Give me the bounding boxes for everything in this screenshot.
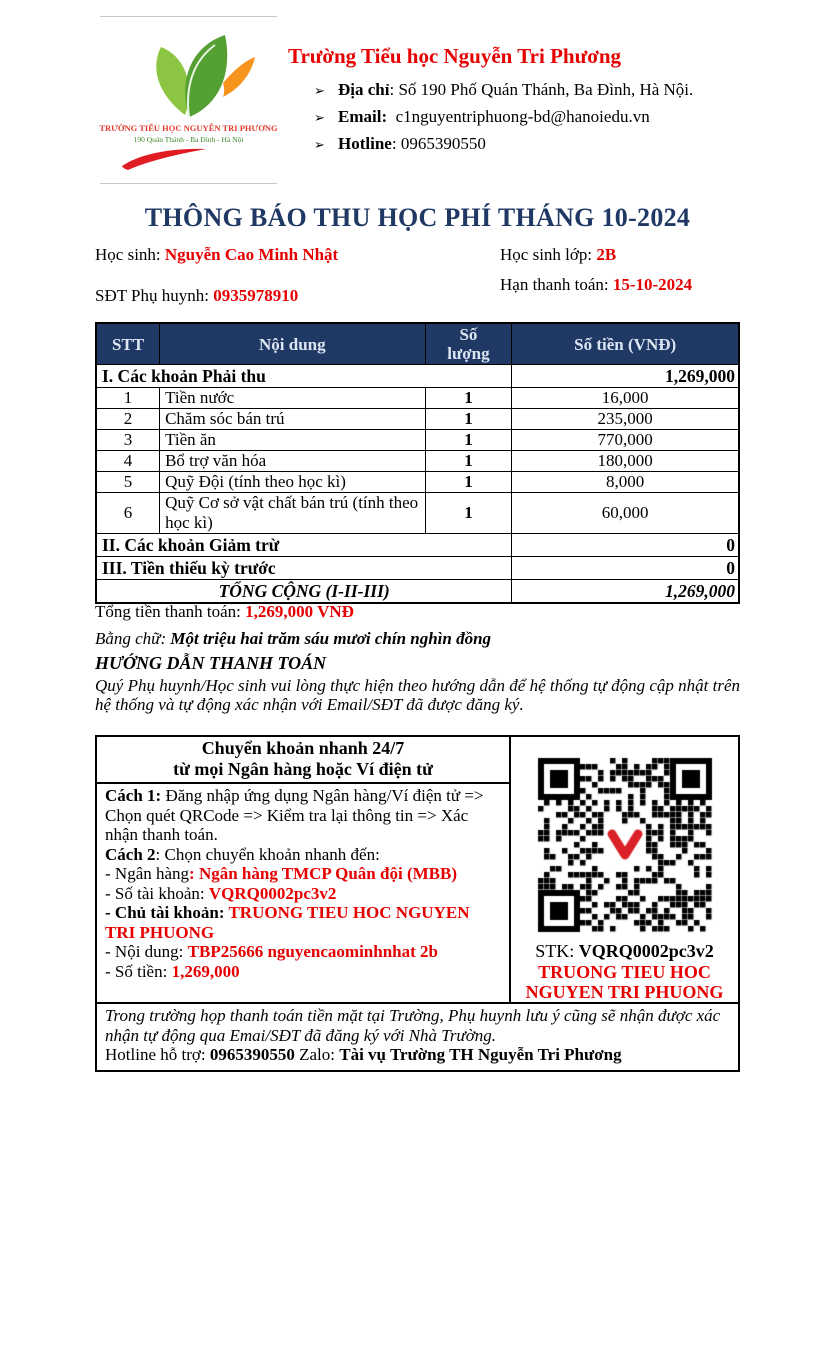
qr-code	[531, 751, 719, 939]
section-label: III. Tiền thiếu kỳ trước	[96, 557, 512, 580]
total-amount: 1,269,000	[512, 580, 739, 604]
zalo-value: Tài vụ Trường TH Nguyễn Tri Phương	[339, 1045, 622, 1064]
row-amount: 235,000	[512, 409, 739, 430]
fee-table-header-row	[96, 323, 739, 365]
parent-phone-value: 0935978910	[213, 286, 299, 305]
memo-value: TBP25666 nguyencaominhnhat 2b	[187, 942, 438, 961]
stk-label: STK:	[535, 941, 579, 961]
payment-note-cell	[97, 1002, 738, 1070]
email-line	[288, 104, 748, 131]
section-amount: 1,269,000	[512, 365, 739, 388]
payment-box-header	[97, 737, 509, 784]
logo-school-name: TRƯỜNG TIỂU HỌC NGUYỄN TRI PHƯƠNG	[99, 123, 278, 133]
table-row	[96, 451, 739, 472]
student-class-line	[500, 245, 616, 265]
due-date-line	[500, 275, 705, 295]
row-stt: 4	[96, 451, 160, 472]
swoosh-icon	[118, 147, 210, 171]
bank-value: : Ngân hàng TMCP Quân đội (MBB)	[189, 864, 457, 883]
email-value: c1nguyentriphuong-bd@hanoiedu.vn	[391, 107, 650, 126]
table-row	[96, 472, 739, 493]
header-contact-block	[288, 44, 748, 158]
amount-in-words-line	[95, 629, 491, 649]
col-header-qty: Số lượng	[425, 323, 512, 365]
row-amount: 180,000	[512, 451, 739, 472]
address-line	[288, 77, 748, 104]
logo-address: 190 Quán Thánh - Ba Đình - Hà Nội	[133, 135, 244, 144]
student-name-value: Nguyễn Cao Minh Nhật	[164, 245, 339, 264]
bullet-arrow-icon: ➢	[314, 83, 325, 98]
row-amount: 770,000	[512, 430, 739, 451]
zalo-label: Zalo:	[294, 1045, 340, 1064]
total-row	[96, 580, 739, 604]
bank-line	[105, 864, 503, 884]
school-name: Trường Tiểu học Nguyễn Tri Phương	[288, 44, 621, 68]
row-name: Tiền nước	[160, 388, 425, 409]
support-hotline-value: 0965390550	[209, 1045, 295, 1064]
payment-instructions-cell	[97, 737, 511, 1002]
school-logo	[100, 16, 277, 184]
method2-paragraph	[105, 845, 503, 865]
section-label: II. Các khoản Giảm trừ	[96, 534, 512, 557]
method2-text: : Chọn chuyển khoản nhanh đến:	[155, 844, 380, 864]
hotline-value: : 0965390550	[391, 134, 486, 153]
row-stt: 3	[96, 430, 160, 451]
row-amount: 8,000	[512, 472, 739, 493]
table-row	[96, 493, 739, 534]
section-row-deductions	[96, 534, 739, 557]
method1-text: Đăng nhập ứng dụng Ngân hàng/Ví điện tử => Chọn quét QRCode => Kiểm tra lại thông tin => Xác nhận thanh toán.	[105, 786, 484, 844]
address-label: Địa chỉ	[338, 80, 390, 99]
hotline-line	[288, 131, 748, 158]
page-title: THÔNG BÁO THU HỌC PHÍ THÁNG 10-2024	[144, 203, 691, 232]
row-stt: 5	[96, 472, 160, 493]
row-qty: 1	[425, 430, 512, 451]
owner-value: TRUONG TIEU HOC NGUYEN TRI PHUONG	[105, 903, 470, 942]
payment-total-label: Tổng tiền thanh toán:	[95, 602, 246, 621]
owner-line	[105, 903, 503, 942]
amount-label: - Số tiền:	[105, 961, 172, 981]
row-amount: 16,000	[512, 388, 739, 409]
payment-box-top	[97, 737, 738, 1002]
total-label: TỔNG CỘNG (I-II-III)	[96, 580, 512, 604]
section-label: I. Các khoản Phải thu	[96, 365, 512, 388]
leaves-icon	[119, 31, 259, 123]
student-name-label: Học sinh:	[95, 245, 165, 264]
payment-total-value: 1,269,000 VNĐ	[245, 602, 354, 621]
payment-box	[95, 735, 740, 1072]
row-qty: 1	[425, 451, 512, 472]
section-row-previous-balance	[96, 557, 739, 580]
parent-phone-label: SĐT Phụ huynh:	[95, 286, 214, 305]
row-name: Quỹ Cơ sở vật chất bán trú (tính theo học kì)	[160, 493, 425, 534]
row-name: Tiền ăn	[160, 430, 425, 451]
method2-label: Cách 2	[105, 844, 156, 864]
table-row	[96, 388, 739, 409]
row-name: Bổ trợ văn hóa	[160, 451, 425, 472]
support-hotline-line	[105, 1045, 730, 1065]
row-qty: 1	[425, 409, 512, 430]
row-qty: 1	[425, 493, 512, 534]
section-amount: 0	[512, 534, 739, 557]
section-row-receivables	[96, 365, 739, 388]
payment-header-line2: từ mọi Ngân hàng hoặc Ví điện tử	[173, 759, 433, 779]
bank-label: - Ngân hàng	[105, 864, 190, 883]
payment-guide-text: Quý Phụ huynh/Học sinh vui lòng thực hiện theo hướng dẫn để hệ thống tự động cập nhật trên hệ thống và tự động xác nhận với Email/SĐT đã được đăng ký.	[95, 676, 741, 714]
hotline-label: Hotline	[338, 134, 392, 153]
row-qty: 1	[425, 388, 512, 409]
qr-cell	[511, 737, 738, 1002]
student-class-label: Học sinh lớp:	[500, 245, 597, 264]
method1-label: Cách 1:	[105, 786, 162, 805]
account-value: VQRQ0002pc3v2	[208, 883, 337, 903]
parent-phone-line	[95, 286, 298, 306]
amount-in-words-value: Một triệu hai trăm sáu mươi chín nghìn đồng	[170, 629, 492, 648]
qr-account-owner: TRUONG TIEU HOC NGUYEN TRI PHUONG	[525, 962, 724, 1002]
table-row	[96, 409, 739, 430]
stk-line	[535, 941, 714, 962]
address-value: : Số 190 Phố Quán Thánh, Ba Đình, Hà Nội.	[389, 80, 694, 99]
section-amount: 0	[512, 557, 739, 580]
amount-value: 1,269,000	[171, 961, 240, 981]
row-name: Quỹ Đội (tính theo học kì)	[160, 472, 425, 493]
payment-guide-title: HƯỚNG DẪN THANH TOÁN	[95, 653, 327, 673]
payment-instructions	[97, 784, 509, 989]
support-hotline-label: Hotline hỗ trợ:	[105, 1045, 210, 1064]
bullet-arrow-icon: ➢	[314, 137, 325, 152]
col-header-stt: STT	[96, 323, 160, 365]
due-date-label: Hạn thanh toán:	[500, 275, 613, 294]
memo-label: - Nội dung:	[105, 942, 188, 961]
row-stt: 6	[96, 493, 160, 534]
cash-payment-note: Trong trường họp thanh toán tiền mặt tại Trường, Phụ huynh lưu ý cũng sẽ nhận được xác nhận tự động qua Emai/SĐT đã đăng ký với Nhà Trường.	[105, 1006, 721, 1045]
account-label: - Số tài khoản:	[105, 883, 209, 903]
bullet-arrow-icon: ➢	[314, 110, 325, 125]
student-name-line	[95, 245, 338, 265]
method1-paragraph	[105, 786, 503, 845]
stk-value: VQRQ0002pc3v2	[578, 941, 714, 961]
email-label: Email:	[338, 107, 388, 126]
row-stt: 2	[96, 409, 160, 430]
payment-header-line1: Chuyển khoản nhanh 24/7	[201, 738, 405, 758]
col-header-content: Nội dung	[160, 323, 425, 365]
due-date-value: 15-10-2024	[612, 275, 693, 294]
row-qty: 1	[425, 472, 512, 493]
account-line	[105, 884, 503, 904]
memo-line	[105, 942, 503, 962]
amount-in-words-label: Bằng chữ:	[95, 629, 171, 648]
payment-total-line	[95, 602, 354, 622]
col-header-amount: Số tiền (VNĐ)	[512, 323, 739, 365]
fee-table	[95, 322, 740, 604]
amount-line	[105, 962, 503, 982]
row-amount: 60,000	[512, 493, 739, 534]
row-name: Chăm sóc bán trú	[160, 409, 425, 430]
owner-label: - Chủ tài khoản:	[105, 903, 229, 922]
table-row	[96, 430, 739, 451]
student-class-value: 2B	[596, 245, 617, 264]
row-stt: 1	[96, 388, 160, 409]
